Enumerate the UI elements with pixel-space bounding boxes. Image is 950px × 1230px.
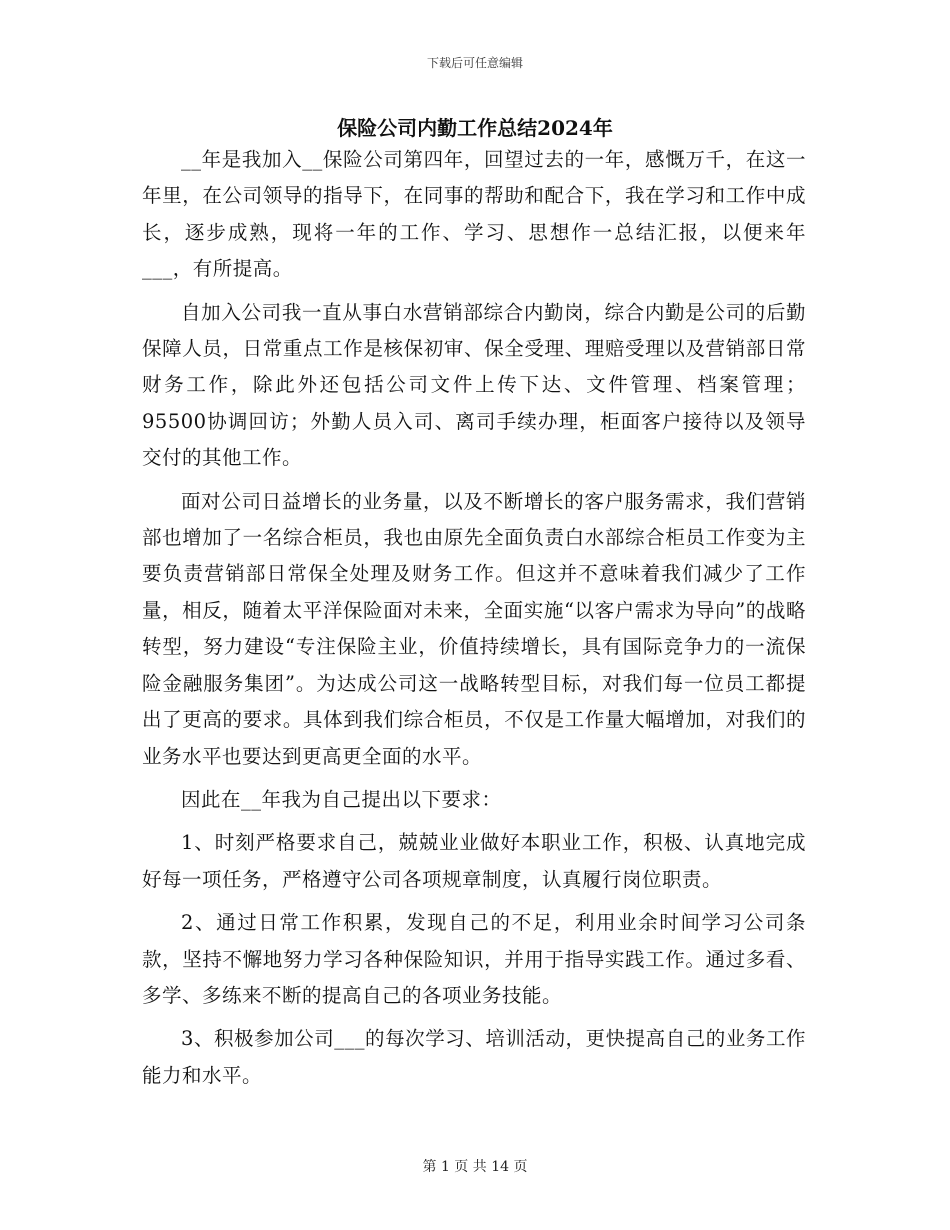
paragraph-3: 面对公司日益增长的业务量，以及不断增长的客户服务需求，我们营销部也增加了一名综合柜员，我也由原先全面负责白水部综合柜员工作变为主要负责营销部日常保全处理及财务工作。但这并不意味着我们减少了工作量，相反，随着太平洋保险面对未来，全面实施“以客户需求为导向”的战略转型，努力建设“专注保险主业，价值持续增长，具有国际竞争力的一流保险金融服务集团”。为达成公司这一战略转型目标，对我们每一位员工都提出了更高的要求。具体到我们综合柜员，不仅是工作量大幅增加，对我们的业务水平也要达到更高更全面的水平。 [142, 489, 806, 768]
paragraph-5: 1、时刻严格要求自己，兢兢业业做好本职业工作，积极、认真地完成好每一项任务，严格遵守公司各项规章制度，认真履行岗位职责。 [142, 831, 806, 891]
paragraph-1: __年是我加入__保险公司第四年，回望过去的一年，感慨万千，在这一年里，在公司领导的指导下，在同事的帮助和配合下，我在学习和工作中成长，逐步成熟，现将一年的工作、学习、思想作一总结汇报，以便来年___，有所提高。 [142, 148, 806, 281]
paragraph-4: 因此在__年我为自己提出以下要求： [181, 787, 502, 811]
page-footer: 第 1 页 共 14 页 [422, 1159, 528, 1175]
paragraph-7: 3、积极参加公司___的每次学习、培训活动，更快提高自己的业务工作能力和水平。 [142, 1027, 806, 1087]
paragraph-6: 2、通过日常工作积累，发现自己的不足，利用业余时间学习公司条款，坚持不懈地努力学习各种保险知识，并用于指导实践工作。通过多看、多学、多练来不断的提高自己的各项业务技能。 [142, 911, 806, 1007]
header-note: 下载后可任意编辑 [426, 56, 523, 70]
paragraph-2: 自加入公司我一直从事白水营销部综合内勤岗，综合内勤是公司的后勤保障人员，日常重点工作是核保初审、保全受理、理赔受理以及营销部日常财务工作，除此外还包括公司文件上传下达、文件管理、档案管理；95500协调回访；外勤人员入司、离司手续办理，柜面客户接待以及领导交付的其他工作。 [142, 300, 806, 470]
document-body [142, 142, 806, 1101]
document-title: 保险公司内勤工作总结2024年 [337, 116, 613, 140]
